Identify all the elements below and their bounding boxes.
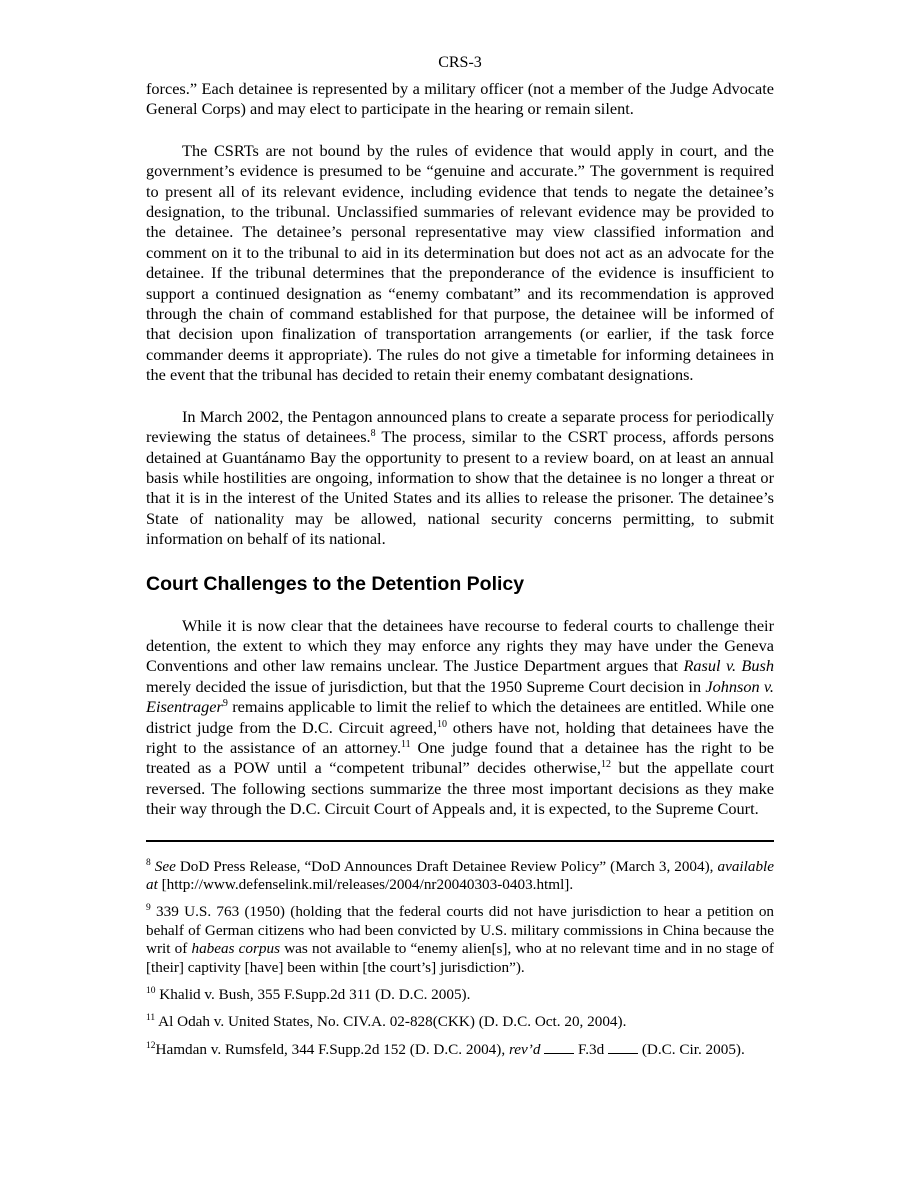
footnote-11 [146,1013,774,1031]
case-name-rasul: Rasul v. Bush [683,656,774,676]
text-segment: merely decided the issue of jurisdiction, but that the 1950 Supreme Court decision in [146,676,706,696]
case-name-johnson: Johnson v. Eisentrager [146,676,774,717]
footnote-number: 10 [146,986,156,997]
signal-see: See [154,857,176,875]
footnote-ref-12[interactable]: 12 [600,759,611,771]
page-header: CRS-3 [438,54,482,71]
footnote-number: 8 [146,857,151,868]
paragraph-csrt-evidence: The CSRTs are not bound by the rules of evidence that would apply in court, and the government’s evidence is presumed to be “genuine and accurate.” The government is required to present all of its relevant evidence, including evidence that tends to negate the detainee’s designation, to the tribunal. Unclassified summaries of relevant evidence may be provided to the detainee. The detainee’s personal representative may view classified information and comment on it to the tribunal to aid in its determination but does not act as an advocate for the detainee. If the tribunal determines that the preponderance of the evidence is insufficient to support a continued designation as “enemy combatant” and its recommendation is approved through the chain of command established for that purpose, the detainee will be informed of that decision upon finalization of transportation arrangements (or earlier, if the task force commander deems it appropriate). The rules do not give a timetable for informing detainees in the event that the tribunal has decided to retain their enemy combatant designations. [146,140,774,385]
signal-revd: rev’d [508,1040,541,1058]
footnotes [146,858,774,1060]
footnote-text: (D.C. Cir. 2005). [638,1040,745,1058]
footnote-9 [146,903,774,977]
footnote-text: DoD Press Release, “DoD Announces Draft Detainee Review Policy” (March 3, 2004), [175,857,718,875]
blank-volume [544,1041,574,1054]
text-segment: While it is now clear that the detainees have recourse to federal courts to challenge their detention, the extent to which they may enforce any rights they may have under the Geneva Conventions and other law remains unclear. The Justice Department argues that [146,615,774,676]
footnote-ref-8[interactable]: 8 [370,428,376,440]
paragraph-court-challenges [146,616,774,820]
footnote-text: Khalid v. Bush, 355 F.Supp.2d 311 (D. D.C. 2005). [159,986,471,1004]
footnote-ref-11[interactable]: 11 [401,738,411,750]
footnote-ref-10[interactable]: 10 [437,718,448,730]
text-segment: remains applicable to limit the relief to which the detainees are entitled. While one district judge from the D.C. Circuit agreed, [146,697,774,737]
text-segment: The process, similar to the CSRT process, affords persons detained at Guantánamo Bay the opportunity to present to a review board, on at least an annual basis while hostilities are ongoing, information to show that the detainee is no longer a threat or that it is in the interest of the United States and its allies to release the prisoner. The detainee’s State of nationality may be allowed, national security concerns permitting, to submit information on behalf of its national. [146,427,774,549]
footnote-10 [146,986,774,1004]
footnote-12 [146,1041,774,1059]
blank-page [608,1041,638,1054]
section-heading: Court Challenges to the Detention Policy [146,572,525,595]
footnote-ref-9[interactable]: 9 [222,698,228,710]
footnote-number: 9 [146,903,151,914]
term-habeas-corpus: habeas corpus [191,940,281,958]
text-segment: In March 2002, the Pentagon announced plans to create a separate process for periodically reviewing the status of detainees. [146,406,774,447]
footnote-8 [146,858,774,895]
footnote-divider [146,840,774,842]
footnote-number: 11 [146,1013,156,1024]
document-page [146,52,774,1068]
footnote-text: F.3d [574,1040,609,1058]
paragraph-continuation: forces.” Each detainee is represented by a military officer (not a member of the Judge Advocate General Corps) and may elect to participate in the hearing or remain silent. [146,79,774,119]
paragraph-review-process [146,407,774,550]
text-segment: others have not, holding that detainees have the right to the assistance of an attorney. [146,717,775,757]
footnote-text: Al Odah v. United States, No. CIV.A. 02-828(CKK) (D. D.C. Oct. 20, 2004). [158,1013,627,1031]
text-segment: One judge found that a detainee has the right to be treated as a POW until a “competent tribunal” decides otherwise, [146,737,774,778]
footnote-text: [http://www.defenselink.mil/releases/2004/nr20040303-0403.html]. [157,876,574,893]
text-segment: but the appellate court reversed. The following sections summarize the three most important decisions as they make their way through the D.C. Circuit Court of Appeals and, it is expected, to the Supreme Court. [146,758,775,819]
signal-available-at: available at [146,857,774,893]
footnote-text: Hamdan v. Rumsfeld, 344 F.Supp.2d 152 (D. D.C. 2004), [155,1040,509,1058]
footnote-text: was not available to “enemy alien[s], who at no relevant time and in no stage of [their] captivity [have] been within [the court’s] jurisdiction”). [146,940,774,976]
footnote-number: 12 [146,1040,156,1051]
footnote-text: 339 U.S. 763 (1950) (holding that the federal courts did not have jurisdiction to hear a petition on behalf of German citizens who had been convicted by U.S. military commissions in China because the writ of [146,903,775,958]
